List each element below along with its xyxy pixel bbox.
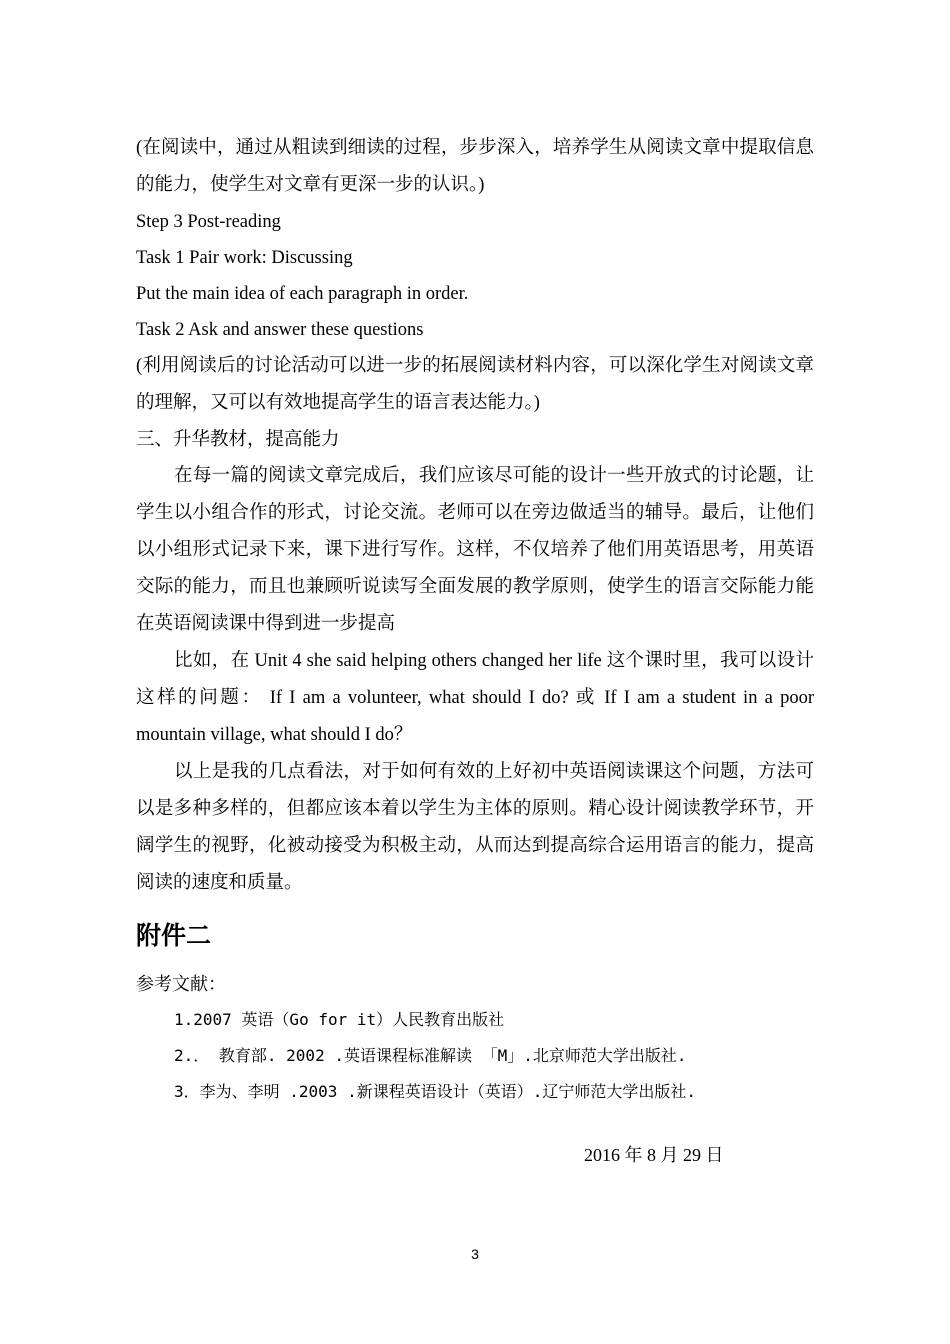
section3-paragraph: 在每一篇的阅读文章完成后，我们应该尽可能的设计一些开放式的讨论题，让学生以小组合作的形式，讨论交流。老师可以在旁边做适当的辅导。最后，让他们以小组形式记录下来，课下进行写作。这样，不仅培养了他们用英语思考，用英语交际的能力，而且也兼顾听说读写全面发展的教学原则，使学生的语言交际能力能在英语阅读课中得到进一步提高 xyxy=(136,466,814,634)
document-body xyxy=(136,130,814,1170)
reference-item: 3．李为、李明 .2003 .新课程英语设计（英语）.辽宁师范大学出版社. xyxy=(174,1082,696,1101)
task1-description: Put the main idea of each paragraph in order. xyxy=(136,284,469,304)
example-paragraph: 比如，在 Unit 4 she said helping others changed her life 这个课时里，我可以设计这样的问题： If I am a volunteer, what should I do? 或 If I am a student in a poor mountain village, what should I do？ xyxy=(136,651,814,745)
task2-heading: Task 2 Ask and answer these questions xyxy=(136,320,424,340)
reference-item: 2.． 教育部. 2002 .英语课程标准解读 「M」.北京师范大学出版社. xyxy=(174,1046,687,1065)
appendix-heading: 附件二 xyxy=(136,921,212,950)
discussion-paragraph: (利用阅读后的讨论活动可以进一步的拓展阅读材料内容，可以深化学生对阅读文章的理解，又可以有效地提高学生的语言表达能力。) xyxy=(136,356,814,413)
intro-paragraph: (在阅读中，通过从粗读到细读的过程，步步深入，培养学生从阅读文章中提取信息的能力，使学生对文章有更深一步的认识。) xyxy=(136,138,814,195)
conclusion-paragraph: 以上是我的几点看法，对于如何有效的上好初中英语阅读课这个问题，方法可以是多种多样的，但都应该本着以学生为主体的原则。精心设计阅读教学环节，开阔学生的视野，化被动接受为积极主动，从而达到提高综合运用语言的能力，提高阅读的速度和质量。 xyxy=(136,762,814,893)
page-number: 3 xyxy=(471,1246,479,1262)
section3-title: 三、升华教材，提高能力 xyxy=(136,430,340,450)
references-title: 参考文献： xyxy=(136,974,226,994)
reference-item: 1.2007 英语（Go for it）人民教育出版社 xyxy=(174,1010,505,1029)
task1-heading: Task 1 Pair work: Discussing xyxy=(136,248,353,268)
step3-heading: Step 3 Post-reading xyxy=(136,212,281,232)
document-date: 2016 年 8 月 29 日 xyxy=(584,1145,724,1165)
